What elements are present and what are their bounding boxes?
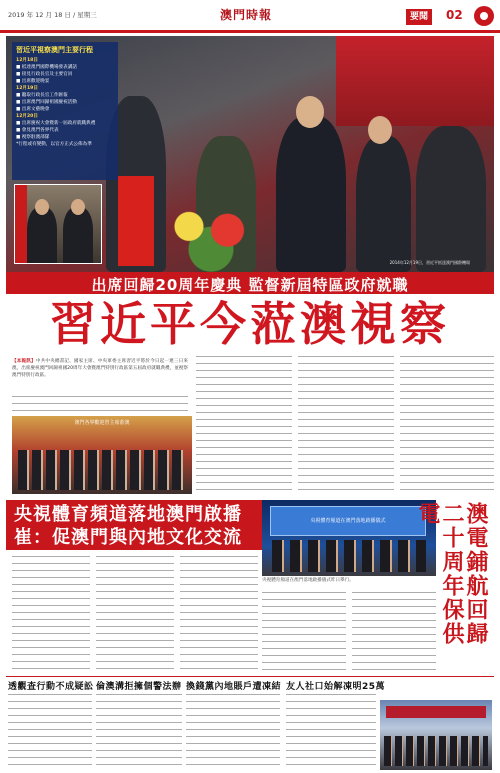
stage-screen-text: 央視體育頻道在澳門落地啟播儀式: [310, 518, 386, 524]
itinerary-row: [16, 64, 114, 71]
photo-figure-head: [296, 96, 324, 128]
itinerary-box: [12, 42, 118, 180]
photo-figure: [63, 207, 93, 263]
vertical-banner-text: 澳電鋪航回歸二十周年保供電: [415, 502, 489, 646]
photo-figure-head: [35, 199, 49, 215]
itinerary-text: ■ 接見行政長官及主要官員: [16, 72, 73, 77]
body-column: [352, 592, 436, 672]
launch-ceremony-photo: [262, 500, 436, 576]
itinerary-row: [16, 120, 114, 127]
body-column: [8, 694, 92, 770]
itinerary-row: [16, 106, 114, 113]
section-label: 要聞: [406, 9, 432, 25]
itinerary-text: *行程或有變動，以官方正式公佈為準: [16, 142, 92, 147]
headline-kicker: 出席回歸20周年慶典 監督新屆特區政府就職: [91, 276, 409, 294]
hero-caption: 2014年12月19日，習近平抵達澳門國際機場: [389, 260, 470, 265]
stage-screen: [270, 506, 426, 536]
itinerary-row: [16, 127, 114, 134]
body-column: [12, 396, 188, 412]
itinerary-date: 12月20日: [16, 114, 38, 119]
body-column: [262, 592, 346, 672]
flag-icon: [118, 176, 154, 266]
itinerary-text: ■ 會見澳門各界代表: [16, 128, 59, 133]
photo-figure: [27, 207, 57, 263]
lead-tag: 【本報訊】: [12, 359, 36, 364]
body-column: [96, 694, 182, 770]
anniversary-seal-icon: [474, 6, 494, 26]
photo-figure-head: [368, 116, 392, 144]
story2-headline-line2: 崔：促澳門與內地文化交流: [14, 527, 242, 548]
photo-figure: [416, 126, 486, 272]
itinerary-title: 習近平視察澳門主要行程: [16, 46, 93, 54]
body-column: [180, 556, 258, 672]
inset-photo: [14, 184, 102, 264]
photo-figure-main: [276, 116, 346, 272]
newspaper-logo: 澳門時報: [220, 8, 273, 22]
body-column: [96, 556, 174, 672]
photo-figure: [356, 136, 411, 272]
flag-icon: [15, 185, 27, 263]
body-column: [12, 556, 90, 672]
itinerary-row: [16, 71, 114, 78]
itinerary-text: ■ 出席慶祝大會暨新一屆政府就職典禮: [16, 121, 96, 126]
bottom-story-a-headline: 透觀查行動不成疑訟: [8, 682, 94, 692]
photo-figure-head: [71, 199, 85, 215]
red-carpet-backdrop: [336, 36, 494, 126]
body-column: [400, 356, 494, 496]
page-number: 02: [446, 8, 463, 22]
bottom-story-d-headline: 友人社口始解凍明25萬: [286, 682, 386, 692]
itinerary-text: ■ 出席文藝晚會: [16, 107, 50, 112]
itinerary-list: [16, 57, 114, 148]
itinerary-text: ■ 出席澳門回歸祖國慶祝活動: [16, 100, 77, 105]
itinerary-text: ■ 視察駐澳部隊: [16, 135, 50, 140]
body-column: [298, 356, 394, 496]
itinerary-date: 12月18日: [16, 58, 38, 63]
itinerary-row: [16, 78, 114, 85]
story2-headline-box: [6, 500, 272, 550]
issue-date: 2019 年 12 月 18 日 / 星期三: [8, 11, 97, 19]
event-photo: [380, 700, 492, 770]
group-photo: [12, 416, 192, 494]
story2-headline-line1: 央視體育頻道落地澳門啟播: [14, 504, 242, 525]
body-column: [286, 694, 376, 770]
itinerary-row: [16, 85, 114, 92]
group-photo-title: 澳門各界歡迎習主席蒞澳: [74, 420, 130, 426]
group-photo-people: [18, 450, 186, 490]
masthead: [0, 0, 500, 32]
itinerary-text: ■ 聽取行政長官工作匯報: [16, 93, 68, 98]
itinerary-row: [16, 57, 114, 64]
itinerary-row: [16, 92, 114, 99]
itinerary-row: [16, 99, 114, 106]
itinerary-row: [16, 113, 114, 120]
event-people: [384, 736, 488, 766]
body-column: [196, 356, 292, 496]
itinerary-text: ■ 抵達澳門國際機場發表講話: [16, 65, 77, 70]
bottom-story-b-headline: 倫澳溝拒擁個警法辦: [96, 682, 182, 692]
lead-text: 中共中央總書記、國家主席、中央軍委主席習近平將於今日起一連三日來澳，出席慶祝澳門回歸祖國20周年大會暨澳門特別行政區第五屆政府就職典禮，並視察澳門特別行政區。: [12, 359, 188, 378]
bottom-rule: [6, 676, 494, 677]
bottom-story-c-headline: 換錢黨內地賬戶遭凍結: [186, 682, 282, 692]
main-headline: 習近平今蒞澳視察: [50, 297, 450, 351]
event-banner: [386, 706, 486, 718]
launch-photo-caption: 央視體育頻道在澳門落地啟播儀式昨日舉行。: [262, 578, 354, 583]
flower-bouquet: [156, 196, 266, 272]
itinerary-text: ■ 出席歡迎晚宴: [16, 79, 50, 84]
itinerary-row: [16, 141, 114, 148]
itinerary-date: 12月19日: [16, 86, 38, 91]
lead-paragraph: [12, 358, 188, 392]
vertical-banner: [415, 500, 494, 668]
itinerary-row: [16, 134, 114, 141]
masthead-rule: [0, 30, 500, 33]
body-column: [186, 694, 280, 770]
ceremony-people: [272, 540, 426, 572]
kicker-band: [6, 272, 494, 294]
